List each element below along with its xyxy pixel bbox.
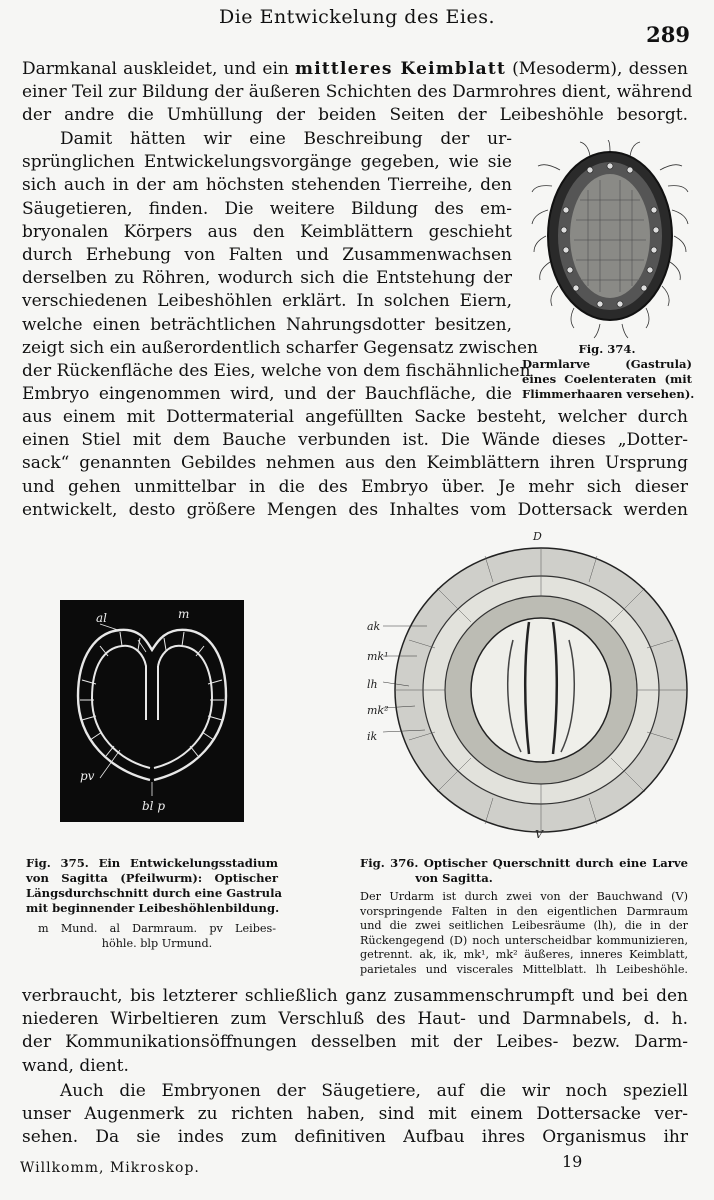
text-line: Säugetieren, finden. Die weitere Bildung des em- — [22, 198, 512, 219]
caption-line: Flimmerhaaren versehen). — [522, 387, 695, 401]
paragraph-2 — [22, 128, 538, 406]
text-line: sehen. Da sie indes zum definitiven Aufbau ihres Organismus ihr — [22, 1127, 688, 1148]
legend-line: vorspringende Falten in den eigentlichen Darmraum — [360, 904, 688, 918]
label-ik: ik — [367, 730, 378, 743]
label-D: D — [533, 530, 542, 543]
paragraph-3 — [22, 985, 688, 1078]
caption-line: Darmlarve (Gastrula) — [522, 357, 692, 371]
text-line: verbraucht, bis letzterer schließlich ganz zusammenschrumpft und bei den — [22, 986, 688, 1006]
label-blp: bl p — [142, 799, 166, 813]
text-line: verschiedenen Leibeshöhlen erklärt. In solchen Eiern, — [22, 291, 512, 312]
fig-374-label: Fig. 374. — [578, 342, 636, 356]
legend-line: getrennt. ak, ik, mk¹, mk² äußeres, inneres Keimblatt, — [360, 948, 688, 962]
label-m: m — [178, 607, 190, 621]
text-line: Damit hätten wir eine Beschreibung der ur- — [60, 129, 512, 149]
legend-line: höhle. blp Urmund. — [101, 936, 213, 950]
text-line: einer Teil zur Bildung der äußeren Schichten des Darmrohres dient, während — [22, 82, 693, 103]
fig-374-illustration — [530, 140, 690, 340]
fig-375-caption — [26, 856, 282, 916]
caption-line: von Sagitta (Pfeilwurm): Optischer — [26, 871, 278, 885]
text-line: und gehen unmittelbar in die des Embryo über. Je mehr sich dieser — [22, 476, 688, 497]
legend-line: parietales und viscerales Mittelblatt. lh Leibeshöhle. — [360, 962, 688, 976]
text-line: sack“ genannten Gebildes nehmen aus den Keimblättern ihren Ursprung — [22, 453, 688, 474]
text-line: der andre die Umhüllung der beiden Seiten der Leibeshöhle besorgt. — [22, 105, 688, 126]
text-line: bryonalen Körpers aus den Keimblättern geschieht — [22, 221, 512, 242]
footer-author: Willkomm, Mikroskop. — [20, 1160, 200, 1176]
text-line: sich auch in der am höchsten stehenden Tierreihe, den — [22, 175, 512, 196]
legend-line: Rückengegend (D) noch unterscheidbar kommunizieren, — [360, 933, 688, 947]
legend-line: und die zwei seitlichen Leibesräume (lh), die in der — [360, 919, 688, 933]
signature-mark: 19 — [562, 1152, 583, 1171]
label-mk2: mk² — [367, 704, 389, 717]
label-pv: pv — [80, 769, 95, 783]
caption-line: Fig. 375. Ein Entwickelungsstadium — [26, 856, 278, 870]
text-line: derselben zu Röhren, wodurch sich die Entstehung der — [22, 268, 512, 289]
legend-line: Der Urdarm ist durch zwei von der Bauchwand (V) — [360, 890, 688, 903]
emphasized-term: mittleres Keimblatt — [295, 59, 506, 79]
page-number: 289 — [646, 22, 690, 47]
text-line: unser Augenmerk zu richten haben, sind mit einem Dottersacke ver- — [22, 1104, 688, 1125]
legend-line: m Mund. al Darmraum. pv Leibes- — [38, 922, 276, 935]
text-line: Embryo eingenommen wird, und der Bauchfläche, die — [22, 384, 512, 405]
label-lh: lh — [367, 678, 378, 691]
paragraph-4 — [22, 1080, 688, 1150]
text-line: niederen Wirbeltieren zum Verschluß des Haut- und Darmnabels, d. h. — [22, 1009, 688, 1030]
caption-line: Längsdurchschnitt durch eine Gastrula — [26, 886, 282, 900]
fig-376-caption — [360, 856, 688, 886]
label-al: al — [96, 611, 107, 625]
text-line: Auch die Embryonen der Säugetiere, auf die wir noch speziell — [60, 1081, 688, 1101]
label-V: V — [535, 828, 543, 840]
label-mk1: mk¹ — [367, 650, 389, 663]
text-line: entwickelt, desto größere Mengen des Inhaltes vom Dottersack werden — [22, 499, 688, 520]
fig-374-caption — [522, 342, 695, 402]
text-line: aus einem mit Dottermaterial angefüllten Sacke besteht, welcher durch — [22, 407, 688, 427]
caption-line: Fig. 376. Optischer Querschnitt durch eine Larve — [360, 856, 688, 870]
fig-375-illustration — [60, 600, 244, 822]
text-line: wand, dient. — [22, 1055, 129, 1076]
caption-line: von Sagitta. — [415, 871, 493, 885]
paragraph-2-continued — [22, 406, 688, 522]
fig-375-legend — [38, 922, 276, 951]
text-line: durch Erhebung von Falten und Zusammenwachsen — [22, 245, 512, 266]
label-ak: ak — [367, 620, 381, 633]
text-line: einen Stiel mit dem Bauche verbunden ist. Die Wände dieses „Dotter- — [22, 430, 688, 451]
caption-line: mit beginnender Leibeshöhlenbildung. — [26, 901, 280, 915]
paragraph-1 — [22, 58, 693, 128]
text-line: welche einen beträchtlichen Nahrungsdotter besitzen, — [22, 314, 512, 335]
fig-376-legend — [360, 890, 688, 978]
caption-line: eines Coelenteraten (mit — [522, 372, 692, 386]
text-line: der Kommunikationsöffnungen desselben mit der Leibes- bezw. Darm- — [22, 1032, 688, 1053]
text-line: Darmkanal auskleidet, und ein mittleres Keimblatt (Mesoderm), dessen — [22, 59, 688, 79]
fig-376-illustration — [365, 530, 695, 840]
text-line: sprünglichen Entwickelungsvorgänge gegeben, wie sie — [22, 152, 512, 173]
text-line: zeigt sich ein außerordentlich scharfer Gegensatz zwischen — [22, 337, 538, 358]
text-line: der Rückenfläche des Eies, welche von dem fischähnlichen — [22, 361, 531, 382]
running-header: Die Entwickelung des Eies. — [218, 6, 495, 28]
